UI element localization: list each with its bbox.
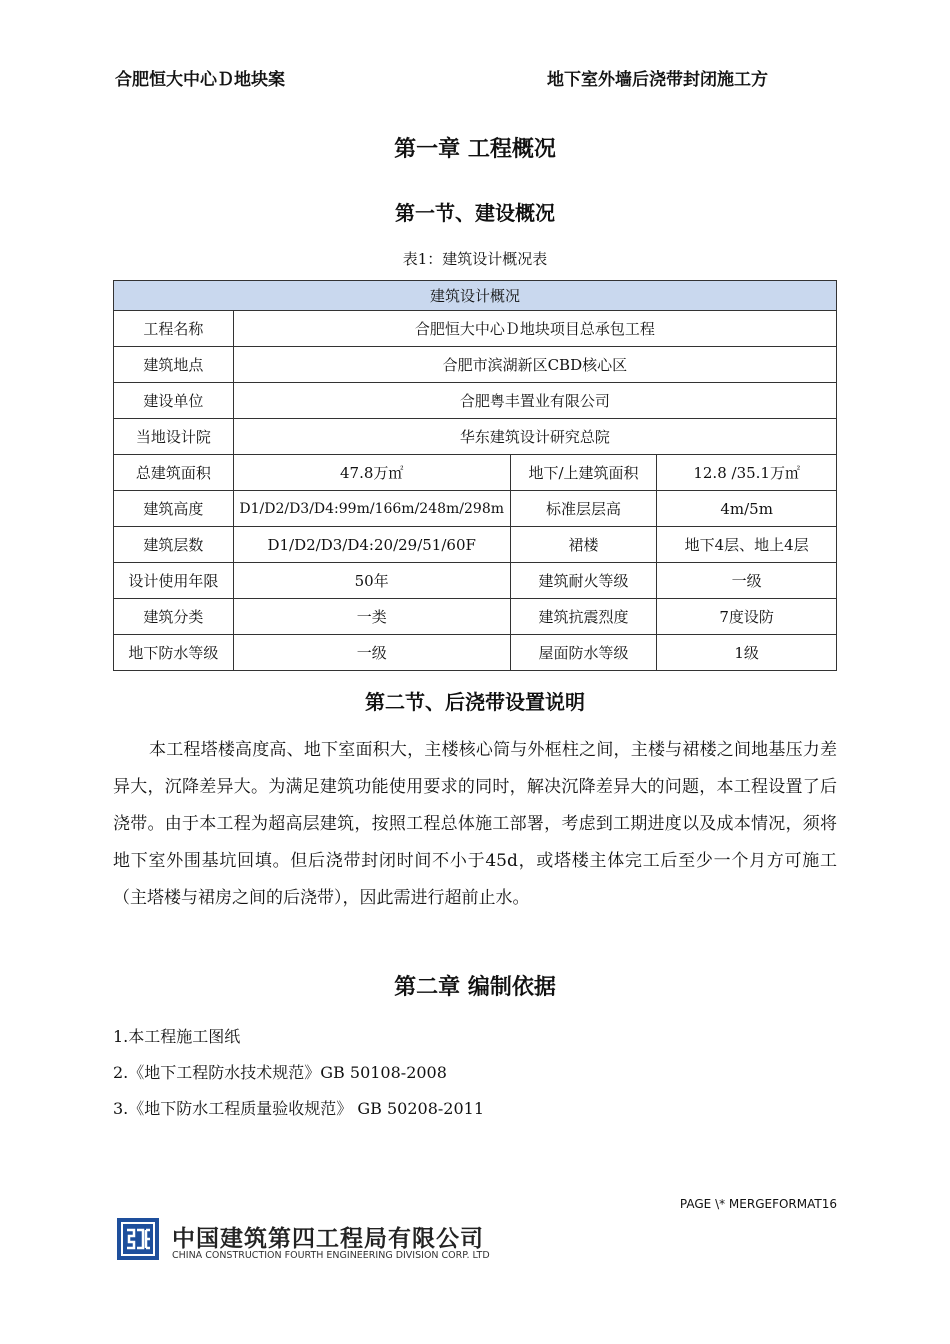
row-label: 建筑耐火等级 <box>510 563 657 599</box>
table-row <box>114 599 837 635</box>
row-value: 合肥恒大中心Ｄ地块项目总承包工程 <box>233 311 836 347</box>
building-overview-table <box>113 280 837 671</box>
chapter1-title: 第一章 工程概况 <box>394 137 556 162</box>
row-value: 50年 <box>233 563 510 599</box>
header-project-name: 合肥恒大中心Ｄ地块案 <box>115 70 285 90</box>
row-label: 建设单位 <box>114 383 234 419</box>
chapter2-title: 第二章 编制依据 <box>394 975 556 1000</box>
cscec-logo-icon <box>117 1218 159 1260</box>
basis-item: 2.《地下工程防水技术规范》GB 50108-2008 <box>113 1063 447 1082</box>
row-label: 建筑分类 <box>114 599 234 635</box>
table-row <box>114 347 837 383</box>
table-caption: 表1：建筑设计概况表 <box>402 250 548 268</box>
table-header: 建筑设计概况 <box>114 281 837 311</box>
row-value: 一类 <box>233 599 510 635</box>
company-name-cn: 中国建筑第四工程局有限公司 <box>172 1226 484 1252</box>
basis-item: 1.本工程施工图纸 <box>113 1027 241 1046</box>
row-label: 建筑层数 <box>114 527 234 563</box>
section2-title: 第二节、后浇带设置说明 <box>365 690 585 714</box>
row-value: 1级 <box>657 635 837 671</box>
table-row <box>114 419 837 455</box>
row-value: 4m/5m <box>657 491 837 527</box>
row-label: 地下防水等级 <box>114 635 234 671</box>
row-value: 合肥市滨湖新区CBD核心区 <box>233 347 836 383</box>
section1-title: 第一节、建设概况 <box>395 201 555 225</box>
row-value: 一级 <box>233 635 510 671</box>
table-row <box>114 635 837 671</box>
table-header-row <box>114 281 837 311</box>
row-label: 建筑高度 <box>114 491 234 527</box>
table-row <box>114 455 837 491</box>
table-row <box>114 527 837 563</box>
row-value: 合肥粤丰置业有限公司 <box>233 383 836 419</box>
row-value: 47.8万㎡ <box>233 455 510 491</box>
row-label: 设计使用年限 <box>114 563 234 599</box>
table-row <box>114 563 837 599</box>
table-row <box>114 383 837 419</box>
paragraph-text: 本工程塔楼高度高、地下室面积大，主楼核心筒与外框柱之间，主楼与裙楼之间地基压力差异大，沉降差异大。为满足建筑功能使用要求的同时，解决沉降差异大的问题，本工程设置了后浇带。由于本工程为超高层建筑，按照工程总体施工部署，考虑到工期进度以及成本情况，须将地下室外围基坑回填。但后浇带封闭时间不小于45d，或塔楼主体完工后至少一个月方可施工（主塔楼与裙房之间的后浇带），因此需进行超前止水。 <box>113 740 837 908</box>
row-label: 地下/上建筑面积 <box>510 455 657 491</box>
row-label: 屋面防水等级 <box>510 635 657 671</box>
basis-item: 3.《地下防水工程质量验收规范》 GB 50208-2011 <box>113 1099 485 1118</box>
row-value: 12.8 /35.1万㎡ <box>657 455 837 491</box>
row-value: 地下4层、地上4层 <box>657 527 837 563</box>
table-row <box>114 491 837 527</box>
table-row <box>114 311 837 347</box>
row-value: 一级 <box>657 563 837 599</box>
row-label: 建筑地点 <box>114 347 234 383</box>
row-value: D1/D2/D3/D4:20/29/51/60F <box>233 527 510 563</box>
row-value: 7度设防 <box>657 599 837 635</box>
row-label: 总建筑面积 <box>114 455 234 491</box>
row-label: 建筑抗震烈度 <box>510 599 657 635</box>
row-value: D1/D2/D3/D4:99m/166m/248m/298m <box>233 491 510 527</box>
row-label: 标准层层高 <box>510 491 657 527</box>
page-number-field: PAGE \* MERGEFORMAT16 <box>679 1197 837 1211</box>
company-name-en: CHINA CONSTRUCTION FOURTH ENGINEERING DIVISION CORP. LTD <box>172 1250 490 1261</box>
row-label: 裙楼 <box>510 527 657 563</box>
row-value: 华东建筑设计研究总院 <box>233 419 836 455</box>
body-paragraph <box>113 732 837 917</box>
row-label: 当地设计院 <box>114 419 234 455</box>
row-label: 工程名称 <box>114 311 234 347</box>
header-document-title: 地下室外墙后浇带封闭施工方 <box>547 70 768 90</box>
